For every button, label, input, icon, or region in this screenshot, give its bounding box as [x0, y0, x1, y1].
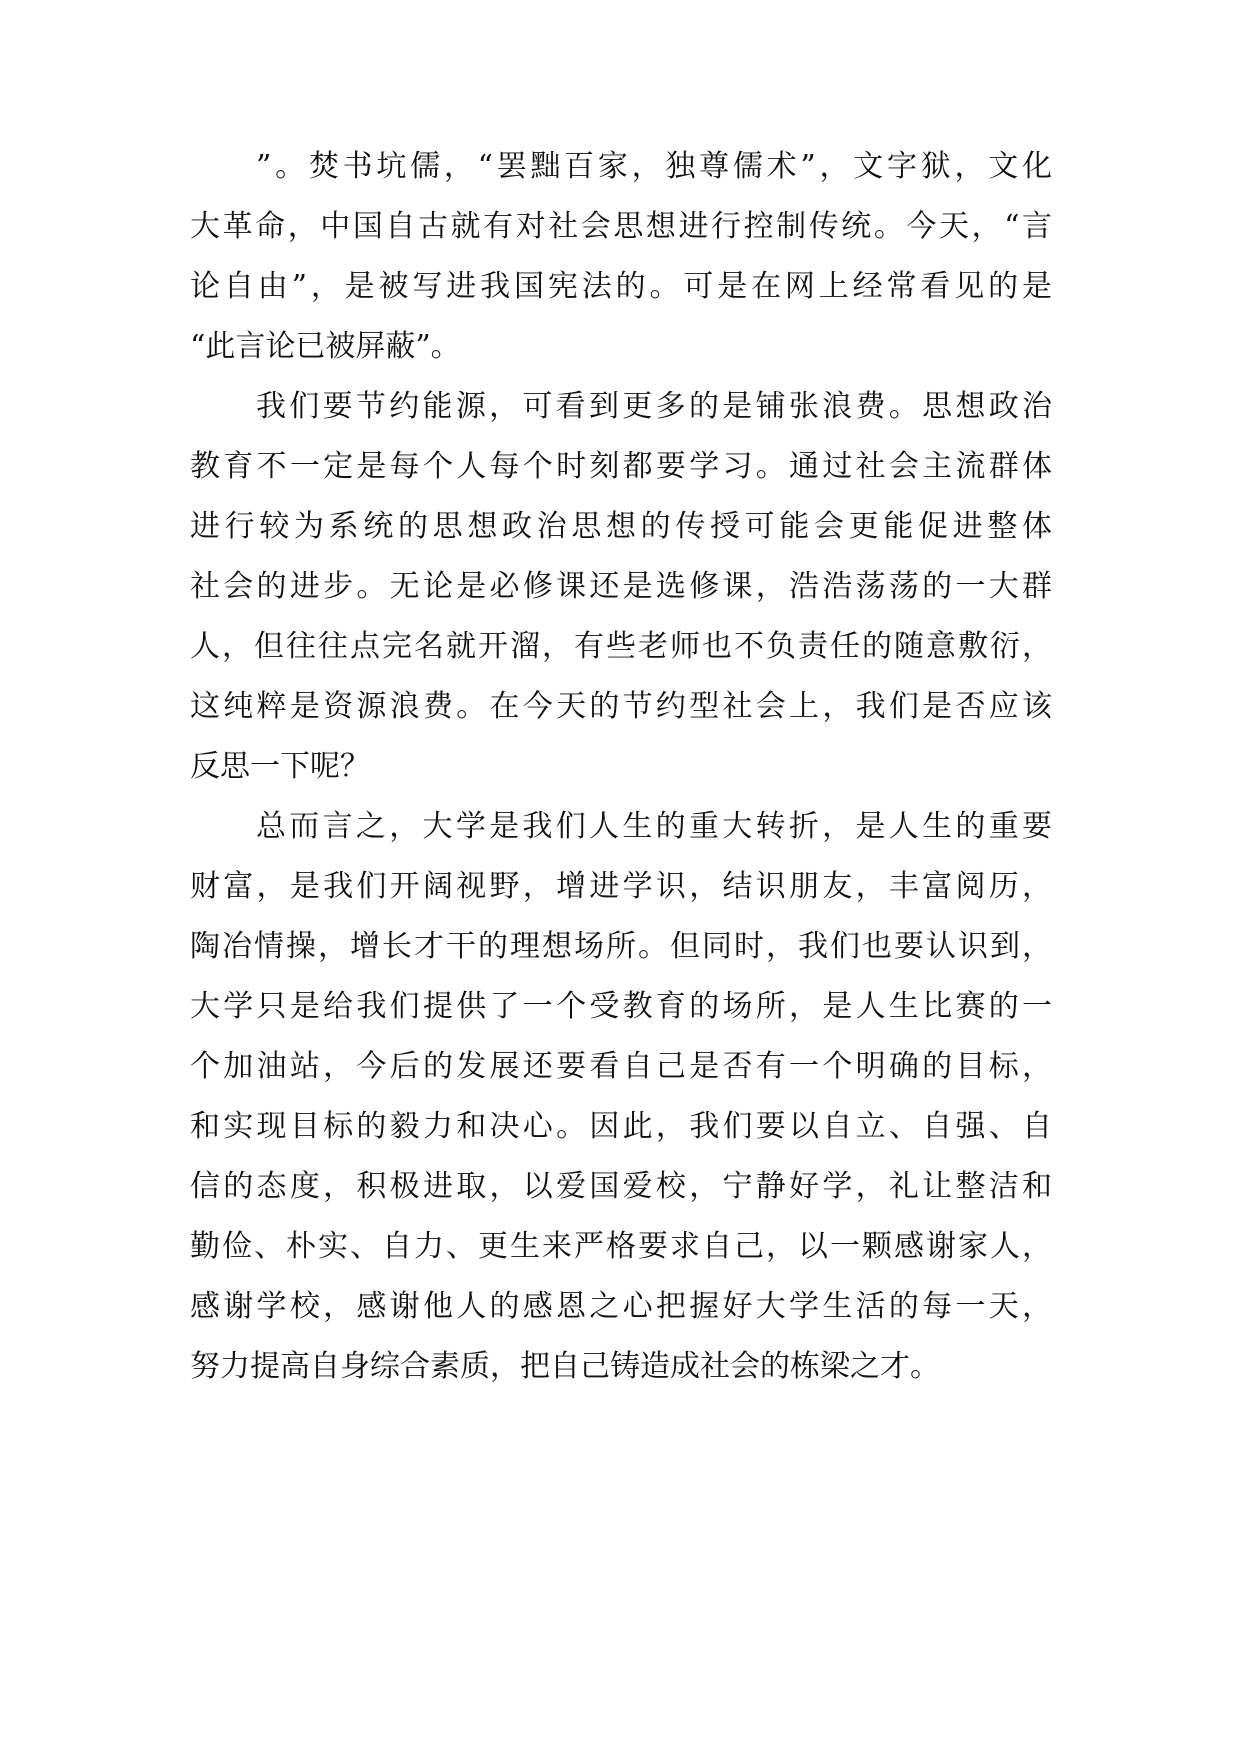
text-line: 进行较为系统的思想政治思想的传授可能会更能促进整体	[190, 509, 1052, 544]
text-line: 教育不一定是每个人每个时刻都要学习。通过社会主流群体	[190, 449, 1052, 484]
text-line: 社会的进步。无论是必修课还是选修课，浩浩荡荡的一大群	[190, 569, 1052, 604]
text-line: 这纯粹是资源浪费。在今天的节约型社会上，我们是否应该	[190, 689, 1052, 724]
document-body	[190, 150, 1052, 1410]
text-line: 个加油站，今后的发展还要看自己是否有一个明确的目标，	[190, 1049, 1052, 1084]
paragraph-3	[190, 810, 1052, 1384]
text-line: 论自由”，是被写进我国宪法的。可是在网上经常看见的是	[190, 269, 1052, 304]
text-line: 财富，是我们开阔视野，增进学识，结识朋友，丰富阅历，	[190, 869, 1052, 904]
text-line: 大革命，中国自古就有对社会思想进行控制传统。今天，“言	[190, 209, 1052, 244]
text-line: ”。焚书坑儒，“罢黜百家，独尊儒术”，文字狱，文化	[256, 149, 1052, 184]
text-line: “此言论已被屏蔽”。	[190, 329, 461, 364]
text-line: 我们要节约能源，可看到更多的是铺张浪费。思想政治	[256, 389, 1052, 424]
text-line: 感谢学校，感谢他人的感恩之心把握好大学生活的每一天，	[190, 1289, 1052, 1324]
text-line: 陶冶情操，增长才干的理想场所。但同时，我们也要认识到，	[190, 929, 1052, 964]
text-line: 人，但往往点完名就开溜，有些老师也不负责任的随意敷衍，	[190, 629, 1052, 664]
text-line: 总而言之，大学是我们人生的重大转折，是人生的重要	[256, 809, 1052, 844]
text-line: 反思一下呢？	[190, 749, 370, 784]
text-line: 信的态度，积极进取，以爱国爱校，宁静好学，礼让整洁和	[190, 1169, 1052, 1204]
paragraph-2	[190, 390, 1052, 784]
text-line: 勤俭、朴实、自力、更生来严格要求自己，以一颗感谢家人，	[190, 1229, 1052, 1264]
text-line: 努力提高自身综合素质，把自己铸造成社会的栋梁之才。	[190, 1349, 940, 1384]
text-line: 和实现目标的毅力和决心。因此，我们要以自立、自强、自	[190, 1109, 1052, 1144]
paragraph-1	[190, 150, 1052, 364]
text-line: 大学只是给我们提供了一个受教育的场所，是人生比赛的一	[190, 989, 1052, 1024]
